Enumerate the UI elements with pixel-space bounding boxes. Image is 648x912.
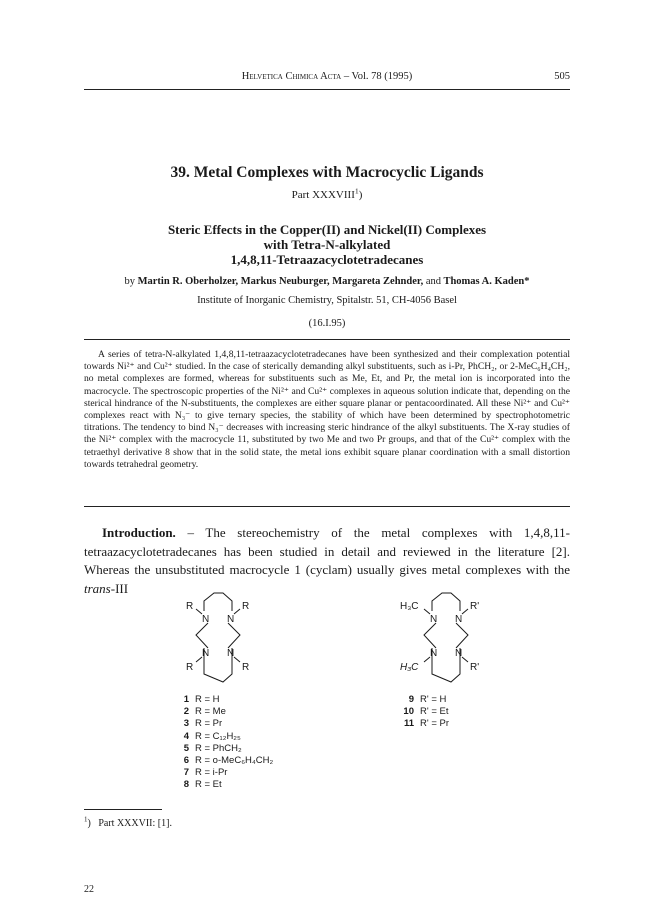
atom-label: R (242, 662, 250, 673)
atom-label: H₃C (400, 662, 419, 673)
abstract-bottom-rule (84, 506, 570, 507)
atom-label: N (227, 614, 235, 625)
substituent-bond (234, 657, 240, 662)
legend-entry (175, 743, 273, 755)
and-word: and (425, 276, 442, 287)
article-title: 39. Metal Complexes with Macrocyclic Ligands (170, 164, 484, 181)
corresponding-author: Thomas A. Kaden* (443, 276, 530, 287)
atom-label: N (455, 614, 463, 625)
page-number: 505 (554, 71, 570, 82)
compound-number: 8 (183, 779, 189, 791)
compound-substituent: R = Me (195, 706, 226, 718)
ring-bond-top (204, 593, 232, 611)
compound-number: 2 (183, 706, 189, 718)
by-word: by (124, 276, 135, 287)
legend-entry (175, 767, 273, 779)
compound-number: 1 (183, 694, 189, 705)
subtitle-line-2: with Tetra-N-alkylated (263, 237, 391, 252)
compound-number: 10 (403, 706, 414, 718)
compound-number: 4 (183, 730, 189, 742)
journal-citation: Helvetica Chimica Acta – Vol. 78 (1995) (241, 71, 413, 82)
cyclam-structure-right (394, 590, 494, 692)
substituent-bond (234, 609, 240, 614)
signature-mark: 22 (84, 884, 94, 895)
compound-legend-left (175, 694, 273, 792)
footnote-rule (84, 809, 162, 810)
legend-entry (175, 718, 273, 730)
institution: Institute of Inorganic Chemistry, Spitalstr. 51, CH-4056 Basel (197, 295, 457, 306)
compound-substituent: R = C₁₂H₂₅ (195, 730, 241, 742)
legend-entry (175, 694, 273, 706)
atom-label: R (186, 601, 194, 612)
compound-substituent: R' = Et (420, 706, 449, 718)
ring-bond-left (424, 623, 436, 648)
header-rule (84, 89, 570, 90)
atom-label: R' (470, 601, 480, 612)
compound-legend-right (394, 694, 449, 731)
atom-label: R (186, 662, 194, 673)
introduction-text: – The stereochemistry of the metal complexes with 1,4,8,11-tetraazacyclotetradecanes has been studied in detail and reviewed in the literature [2]. Whereas the unsubstituted macrocycle 1 (cyclam) usually gives metal complexes with the (84, 525, 570, 577)
ring-bond-right (456, 623, 468, 648)
atom-label: N (202, 648, 210, 659)
legend-entry (394, 718, 449, 730)
compound-number: 7 (183, 767, 189, 779)
introduction-heading: Introduction. (102, 525, 176, 540)
atom-label: H₃C (400, 601, 419, 612)
ring-bond-top (432, 593, 460, 611)
part-text: Part XXXVIII (291, 189, 355, 201)
substituent-bond (462, 657, 468, 662)
compound-substituent: R' = H (420, 694, 447, 705)
legend-entry (175, 755, 273, 767)
trans-italic: trans (84, 580, 111, 596)
journal-name: Helvetica Chimica Acta (241, 71, 342, 82)
introduction-text-end: -III (110, 580, 129, 596)
author-names: Martin R. Oberholzer, Markus Neuburger, Margareta Zehnder, (137, 276, 424, 287)
cyclam-structure-left (176, 590, 266, 692)
substituent-bond (462, 609, 468, 614)
abstract: A series of tetra-N-alkylated 1,4,8,11-tetraazacyclotetradecanes have been synthesized and their complexation potential towards Ni²⁺ and Cu²⁺ studied. In the case of sterically demanding alkyl substituents, such as i-Pr, PhCH₂, or 2-MeC₆H₄CH₂, no metal complexes are formed, whereas for substituents such as Me, Et, and Pr, the metal ion is incorporated into the macrocycle. The spectroscopic properties of the Ni²⁺ and Cu²⁺ complexes in aqueous solution indicate that, depending on the sterical hindrance of the N-substituents, the complexes are either square planar or pentacoordinated. All these Ni²⁺ and Cu²⁺ complexes react with N₃⁻ to give ternary species, the stability of which have been determined by spectrophotometric titrations. The tendency to bind N₃⁻ decreases with increasing steric hindrance of the alkyl substituents. The X-ray studies of the Ni²⁺ complex with the macrocycle 11, substituted by two Me and two Pr groups, and that of the Cu²⁺ complex with the tetraethyl derivative 8 show that in the solid state, the metal ions exhibit square planar coordination with a small distortion towards tetrahedral geometry. (84, 349, 570, 470)
legend-entry (394, 694, 449, 706)
legend-entry (175, 731, 273, 743)
compound-number: 9 (408, 694, 414, 705)
introduction-paragraph (84, 524, 570, 598)
atom-label: N (227, 648, 235, 659)
ring-bond-right (228, 623, 240, 648)
compound-substituent: R = i-Pr (195, 767, 228, 779)
legend-entry (394, 706, 449, 718)
compound-number: 5 (183, 742, 189, 754)
ring-bond-left (196, 623, 208, 648)
article-part: Part XXXVIII$^1$) (291, 186, 363, 201)
received-date: (16.I.95) (308, 318, 346, 329)
compound-substituent: R = H (195, 694, 220, 705)
subtitle-line-1: Steric Effects in the Copper(II) and Nickel(II) Complexes (167, 222, 487, 237)
atom-label: R (242, 601, 250, 612)
part-footnote-marker: 1 (354, 186, 359, 196)
compound-substituent: R' = Pr (420, 718, 450, 730)
compound-number: 3 (183, 718, 189, 730)
legend-entry (175, 779, 273, 791)
atom-label: N (430, 614, 438, 625)
atom-label: N (430, 648, 438, 659)
compound-substituent: R = o-MeC₆H₄CH₂ (195, 755, 274, 767)
footnote-text: Part XXXVII: [1]. (98, 818, 172, 829)
compound-substituent: R = Et (195, 779, 222, 791)
legend-entry (175, 706, 273, 718)
abstract-top-rule (84, 339, 570, 340)
article-subtitle (84, 222, 570, 267)
compound-number: 6 (183, 755, 189, 767)
author-line (84, 276, 570, 287)
atom-label: N (455, 648, 463, 659)
atom-label: N (202, 614, 210, 625)
subtitle-line-3: 1,4,8,11-Tetraazacyclotetradecanes (230, 252, 424, 267)
compound-substituent: R = Pr (195, 718, 223, 730)
footnote-marker: 1 (84, 815, 88, 824)
journal-volume: Vol. 78 (1995) (351, 71, 413, 82)
atom-label: R' (470, 662, 480, 673)
compound-substituent: R = PhCH₂ (195, 742, 242, 754)
compound-number: 11 (403, 718, 414, 730)
footnote: $^1$) Part XXXVII: [1]. (84, 815, 172, 829)
